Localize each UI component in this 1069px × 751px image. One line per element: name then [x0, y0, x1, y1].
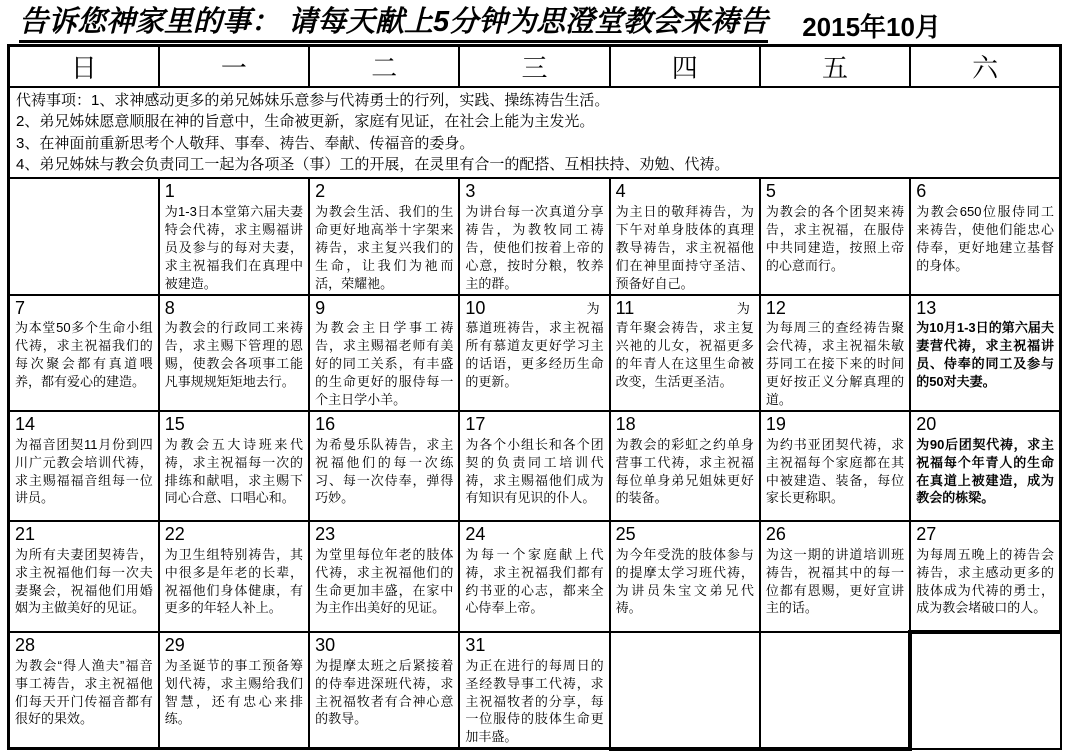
weekday-label-2: 二 — [309, 46, 459, 88]
day-prayer-text: 为所有夫妻团契祷告，求主祝福他们每一次夫妻聚会，祝福他们用婚姻为主做美好的见证。 — [15, 546, 153, 616]
day-number: 26 — [765, 523, 786, 544]
day-number-line — [762, 413, 908, 435]
day-number: 25 — [615, 523, 636, 544]
week-row-3 — [9, 521, 1061, 632]
day-prayer-text: 为教会的行政同工来祷告，求主赐下管理的恩赐，使教会各项事工能凡事规规矩矩地去行。 — [164, 320, 304, 390]
day-number-line — [612, 297, 758, 319]
day-number: 19 — [765, 413, 786, 434]
day-prayer-text: 为今年受洗的肢体参与的提摩太学习班代祷，为讲员朱宝文弟兄代祷。 — [615, 546, 754, 616]
day-prayer-text: 为提摩太班之后紧接着的侍奉进深班代祷，求主祝福牧者有合神心意的教导。 — [315, 657, 454, 727]
day-cell-18 — [610, 411, 760, 521]
day-number-line — [11, 523, 157, 545]
day-number-line — [461, 180, 607, 202]
day-cell-28 — [9, 632, 159, 749]
prayer-note-line: 代祷事项：1、求神感动更多的弟兄姊妹乐意参与代祷勇士的行列，实践、操练祷告生活。 — [16, 92, 610, 109]
day-number: 17 — [465, 413, 486, 434]
day-number: 31 — [465, 634, 486, 655]
day-number: 1 — [164, 181, 175, 202]
weekday-label-0: 日 — [9, 46, 159, 88]
day-number-line — [912, 523, 1058, 545]
notes-cell — [9, 87, 1061, 178]
weekday-label-6: 六 — [910, 46, 1060, 88]
day-number-line — [161, 180, 307, 202]
day-number-line — [762, 297, 908, 319]
day-cell-21 — [9, 521, 159, 632]
day-prayer-text: 为希曼乐队祷告，求主祝福他们的每一次练习、每一次侍奉，弹得巧妙。 — [315, 436, 454, 506]
day-number: 8 — [164, 297, 175, 318]
day-cell-14 — [9, 411, 159, 521]
day-cell-3 — [459, 178, 609, 294]
day-number-line — [612, 413, 758, 435]
day-number-line — [461, 413, 607, 435]
day-cell-13 — [910, 295, 1060, 411]
day-cell-19 — [760, 411, 910, 521]
day-lead-char: 为 — [586, 301, 600, 317]
day-prayer-text: 为讲台每一次真道分享祷告，为教牧同工祷告，使他们按着上帝的心意，按时分粮，牧养主的群。 — [465, 203, 604, 291]
prayer-note-line: 3、在神面前重新思考个人敬拜、事奉、祷告、奉献、传福音的委身。 — [16, 134, 475, 152]
day-prayer-text: 为教会生活、我们的生命更好地高举十字架来祷告，求主复兴我们的生命，让我们为祂而活，荣耀祂。 — [315, 203, 454, 291]
day-cell-7 — [9, 295, 159, 411]
day-number-line — [11, 413, 157, 435]
day-cell-24 — [459, 521, 609, 632]
day-number: 15 — [164, 413, 185, 434]
day-number-line — [612, 180, 758, 202]
day-prayer-text: 为福音团契11月份到四川广元教会培训代祷，求主赐福福音组每一位讲员。 — [15, 436, 153, 506]
day-number: 4 — [615, 181, 626, 202]
day-number-line — [912, 180, 1058, 202]
day-prayer-text: 为1-3日本堂第六届夫妻特会代祷，求主赐福讲员及参与的每对夫妻，求主祝福我们在真理中被建造。 — [164, 203, 304, 291]
day-number: 28 — [15, 634, 36, 655]
day-prayer-text: 为教会650位服侍同工来祷告，使他们能忠心侍奉，更好地建立基督的身体。 — [916, 203, 1054, 273]
day-prayer-text: 为教会五大诗班来代祷，求主祝福每一次的排练和献唱，求主赐下同心合意、口唱心和。 — [164, 436, 304, 506]
day-number-line — [161, 523, 307, 545]
day-cell-10 — [459, 295, 609, 411]
day-number: 22 — [164, 523, 185, 544]
day-cell-20 — [910, 411, 1060, 521]
day-cell-15 — [159, 411, 309, 521]
day-cell-5 — [760, 178, 910, 294]
day-prayer-text: 为每周五晚上的祷告会祷告，求主感动更多的肢体成为代祷的勇士，成为教会堵破口的人。 — [916, 546, 1054, 616]
day-prayer-text: 为每周三的查经祷告聚会代祷，求主祝福朱敏芬同工在接下来的时间更好按正义分解真理的道。 — [765, 320, 905, 407]
day-number-line — [161, 297, 307, 319]
day-cell-9 — [309, 295, 459, 411]
title-bar — [7, 0, 1062, 44]
day-prayer-text: 慕道班祷告，求主祝福所有慕道友更好学习主的话语，更多经历生命的更新。 — [465, 320, 604, 390]
day-number: 11 — [615, 297, 635, 318]
day-number: 7 — [15, 297, 26, 318]
day-prayer-text: 为各个小组长和各个团契的负责同工培训代祷，求主赐福他们成为有知识有见识的仆人。 — [465, 436, 604, 506]
prayer-note-line: 2、弟兄姊妹愿意顺服在神的旨意中，生命被更新，家庭有见证，在社会上能为主发光。 — [16, 113, 595, 131]
day-number: 2 — [315, 181, 326, 202]
weekday-label-5: 五 — [760, 46, 910, 88]
day-number-line — [311, 180, 457, 202]
day-cell-16 — [309, 411, 459, 521]
prayer-note-line: 4、弟兄姊妹与教会负责同工一起为各项圣（事）工的开展，在灵里有合一的配搭、互相扶持、劝勉、代祷。 — [16, 155, 730, 173]
day-cell-4 — [610, 178, 760, 294]
day-number-line — [612, 523, 758, 545]
day-number: 13 — [916, 297, 937, 318]
day-prayer-text: 为本堂50多个生命小组代祷，求主祝福我们的每次聚会都有真道喂养，都有爱心的建造。 — [15, 320, 153, 390]
day-prayer-text: 为教会主日学事工祷告，求主赐福老师有美好的同工关系，有丰盛的生命更好的服侍每一个主日学小羊。 — [315, 320, 454, 407]
day-number: 21 — [15, 523, 36, 544]
page-title: 告诉您神家里的事： 请每天献上5分钟为思澄堂教会来祷告 — [19, 7, 768, 43]
day-prayer-text: 为每一个家庭献上代祷，求主祝福我们都有约书亚的心志，都来全心侍奉上帝。 — [465, 546, 604, 616]
day-number-line — [161, 413, 307, 435]
day-lead-char: 为 — [736, 301, 750, 317]
calendar-body — [9, 87, 1061, 749]
day-cell-23 — [309, 521, 459, 632]
day-number-line — [762, 523, 908, 545]
day-prayer-text: 为这一期的讲道培训班祷告，祝福其中的每一位都有恩赐，更好宣讲主的话。 — [765, 546, 905, 616]
day-prayer-text: 为正在进行的每周日的圣经教导事工代祷，求主祝福牧者的分享，每一位服侍的肢体生命更加丰盛。 — [465, 657, 604, 745]
day-number: 5 — [765, 181, 776, 202]
day-number-line — [311, 413, 457, 435]
day-number-line — [912, 413, 1058, 435]
week-row-0 — [9, 178, 1061, 294]
month-label: 2015年10月 — [802, 11, 941, 42]
weekday-header-row — [9, 46, 1061, 88]
day-prayer-text: 为圣诞节的事工预备筹划代祷，求主赐给我们智慧，还有忠心来排练。 — [164, 657, 304, 727]
day-number: 18 — [615, 413, 636, 434]
day-number: 16 — [315, 413, 336, 434]
empty-cell — [610, 632, 760, 749]
day-cell-30 — [309, 632, 459, 749]
day-cell-8 — [159, 295, 309, 411]
day-number: 14 — [15, 413, 36, 434]
day-cell-11 — [610, 295, 760, 411]
day-cell-26 — [760, 521, 910, 632]
day-cell-12 — [760, 295, 910, 411]
day-prayer-text: 为约书亚团契代祷，求主祝福每个家庭都在其中被建造、装备，每位家长更称职。 — [765, 436, 905, 506]
day-number-line — [461, 297, 607, 319]
day-cell-22 — [159, 521, 309, 632]
day-number: 3 — [465, 181, 476, 202]
day-number-line — [461, 523, 607, 545]
day-number: 9 — [315, 297, 326, 318]
day-number-line — [311, 523, 457, 545]
day-number: 10 — [465, 297, 486, 318]
day-number-line — [11, 634, 157, 656]
day-prayer-text: 为卫生组特别祷告，其中很多是年老的长辈，祝福他们身体健康，有更多的年轻人补上。 — [164, 546, 304, 616]
day-number-line — [762, 180, 908, 202]
weekday-label-3: 三 — [459, 46, 609, 88]
weekday-label-4: 四 — [610, 46, 760, 88]
day-prayer-text: 为堂里每位年老的肢体代祷，求主祝福他们的生命更加丰盛，在家中为主作出美好的见证。 — [315, 546, 454, 616]
day-number: 24 — [465, 523, 486, 544]
day-cell-1 — [159, 178, 309, 294]
day-number: 27 — [916, 523, 937, 544]
day-cell-29 — [159, 632, 309, 749]
notes-row — [9, 87, 1061, 178]
day-prayer-text: 为10月1-3日的第六届夫妻营代祷，求主祝福讲员、侍奉的同工及参与的50对夫妻。 — [916, 320, 1054, 390]
day-number-line — [311, 634, 457, 656]
day-cell-25 — [610, 521, 760, 632]
day-number-line — [161, 634, 307, 656]
day-number: 30 — [315, 634, 336, 655]
day-prayer-text: 为教会的彩虹之约单身营事工代祷，求主祝福每位单身弟兄姐妹更好的装备。 — [615, 436, 754, 506]
day-prayer-text: 为教会“得人渔夫”福音事工祷告，求主祝福他们每天开门传福音都有很好的果效。 — [15, 657, 153, 727]
day-prayer-text: 为主日的敬拜祷告，为下午对单身肢体的真理教导祷告，求主祝福他们在神里面持守圣洁、预备好自己。 — [615, 203, 754, 291]
day-number: 23 — [315, 523, 336, 544]
week-row-4 — [9, 632, 1061, 749]
weekday-label-1: 一 — [159, 46, 309, 88]
day-number-line — [11, 297, 157, 319]
day-prayer-text: 为教会的各个团契来祷告，求主祝福，在服侍中共同建造，按照上帝的心意而行。 — [765, 203, 905, 273]
day-number: 6 — [916, 181, 927, 202]
day-cell-31 — [459, 632, 609, 749]
day-cell-2 — [309, 178, 459, 294]
empty-cell — [9, 178, 159, 294]
day-cell-6 — [910, 178, 1060, 294]
day-number-line — [461, 634, 607, 656]
day-prayer-text: 为90后团契代祷，求主祝福每个年青人的生命在真道上被建造，成为教会的栋梁。 — [916, 436, 1054, 506]
week-row-2 — [9, 411, 1061, 521]
week-row-1 — [9, 295, 1061, 411]
day-prayer-text: 青年聚会祷告，求主复兴祂的儿女，祝福更多的年青人在这里生命被改变，生活更圣洁。 — [615, 320, 754, 390]
day-number: 29 — [164, 634, 185, 655]
empty-cell — [760, 632, 910, 749]
day-cell-17 — [459, 411, 609, 521]
day-number-line — [311, 297, 457, 319]
day-cell-27 — [910, 521, 1060, 632]
calendar-table — [7, 44, 1062, 751]
absent-cell — [910, 632, 1060, 749]
day-number: 20 — [916, 413, 937, 434]
day-number-line — [912, 297, 1058, 319]
day-number: 12 — [765, 297, 786, 318]
